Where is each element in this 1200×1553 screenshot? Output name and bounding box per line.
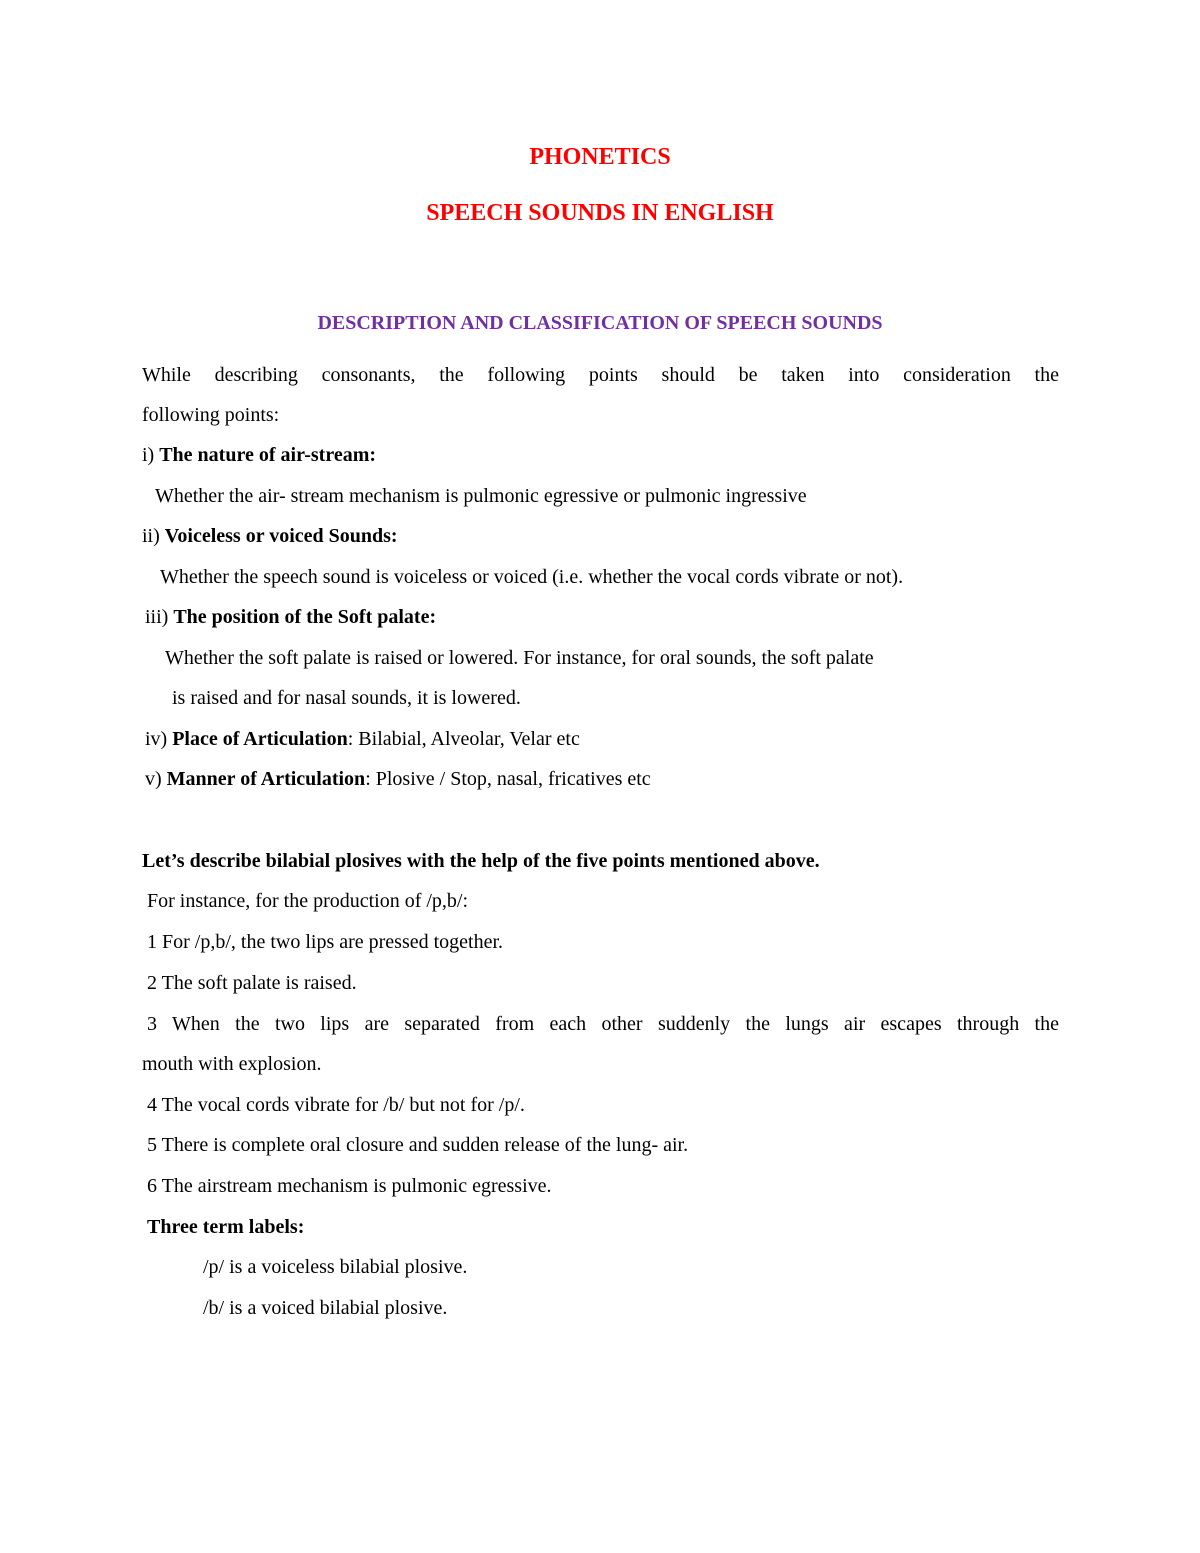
point-1-label: The nature of air-stream: <box>159 444 377 466</box>
point-3-description-2: is raised and for nasal sounds, it is lowered. <box>172 687 521 709</box>
step-4: 4 The vocal cords vibrate for /b/ but not for /p/. <box>147 1094 525 1116</box>
point-4-label: Place of Articulation <box>172 728 348 750</box>
point-4-suffix: : Bilabial, Alveolar, Velar etc <box>347 728 580 750</box>
point-4 <box>145 727 580 751</box>
intro-line-1: While describing consonants, the following points should be taken into consideration the <box>142 364 1059 386</box>
section-heading: DESCRIPTION AND CLASSIFICATION OF SPEECH SOUNDS <box>317 312 883 334</box>
point-3-prefix: iii) <box>145 606 174 628</box>
point-3-label: The position of the Soft palate: <box>173 606 437 628</box>
point-2-label: Voiceless or voiced Sounds: <box>164 525 398 547</box>
point-2-description: Whether the speech sound is voiceless or voiced (i.e. whether the vocal cords vibrate or not). <box>160 566 904 588</box>
point-5-suffix: : Plosive / Stop, nasal, fricatives etc <box>365 768 651 790</box>
labels-heading <box>147 1215 304 1239</box>
point-1 <box>142 443 376 467</box>
point-2 <box>142 524 398 548</box>
point-5-prefix: v) <box>145 768 167 790</box>
label-b: /b/ is a voiced bilabial plosive. <box>203 1297 448 1319</box>
label-p: /p/ is a voiceless bilabial plosive. <box>203 1256 468 1278</box>
point-5-label: Manner of Articulation <box>166 768 366 790</box>
step-2: 2 The soft palate is raised. <box>147 972 357 994</box>
step-5: 5 There is complete oral closure and sudden release of the lung- air. <box>147 1134 689 1156</box>
intro-line-2: following points: <box>142 404 280 426</box>
point-2-prefix: ii) <box>142 525 165 547</box>
point-3 <box>145 605 436 629</box>
point-3-description-1: Whether the soft palate is raised or lowered. For instance, for oral sounds, the soft palate <box>165 647 874 669</box>
point-5 <box>145 767 651 791</box>
step-6: 6 The airstream mechanism is pulmonic egressive. <box>147 1175 552 1197</box>
point-4-prefix: iv) <box>145 728 173 750</box>
step-1: 1 For /p,b/, the two lips are pressed together. <box>147 931 504 953</box>
document-title: PHONETICS <box>529 144 671 170</box>
bilabial-heading-text: Let’s describe bilabial plosives with the help of the five points mentioned above. <box>142 850 820 872</box>
point-1-prefix: i) <box>142 444 160 466</box>
document-subtitle: SPEECH SOUNDS IN ENGLISH <box>426 200 774 226</box>
step-3-line-1: 3 When the two lips are separated from each other suddenly the lungs air escapes through the <box>147 1013 1059 1035</box>
step-3-line-2: mouth with explosion. <box>142 1053 322 1075</box>
labels-heading-text: Three term labels: <box>147 1216 305 1238</box>
point-1-description: Whether the air- stream mechanism is pulmonic egressive or pulmonic ingressive <box>155 485 807 507</box>
instance-line: For instance, for the production of /p,b/: <box>147 890 469 912</box>
bilabial-heading <box>142 849 820 873</box>
